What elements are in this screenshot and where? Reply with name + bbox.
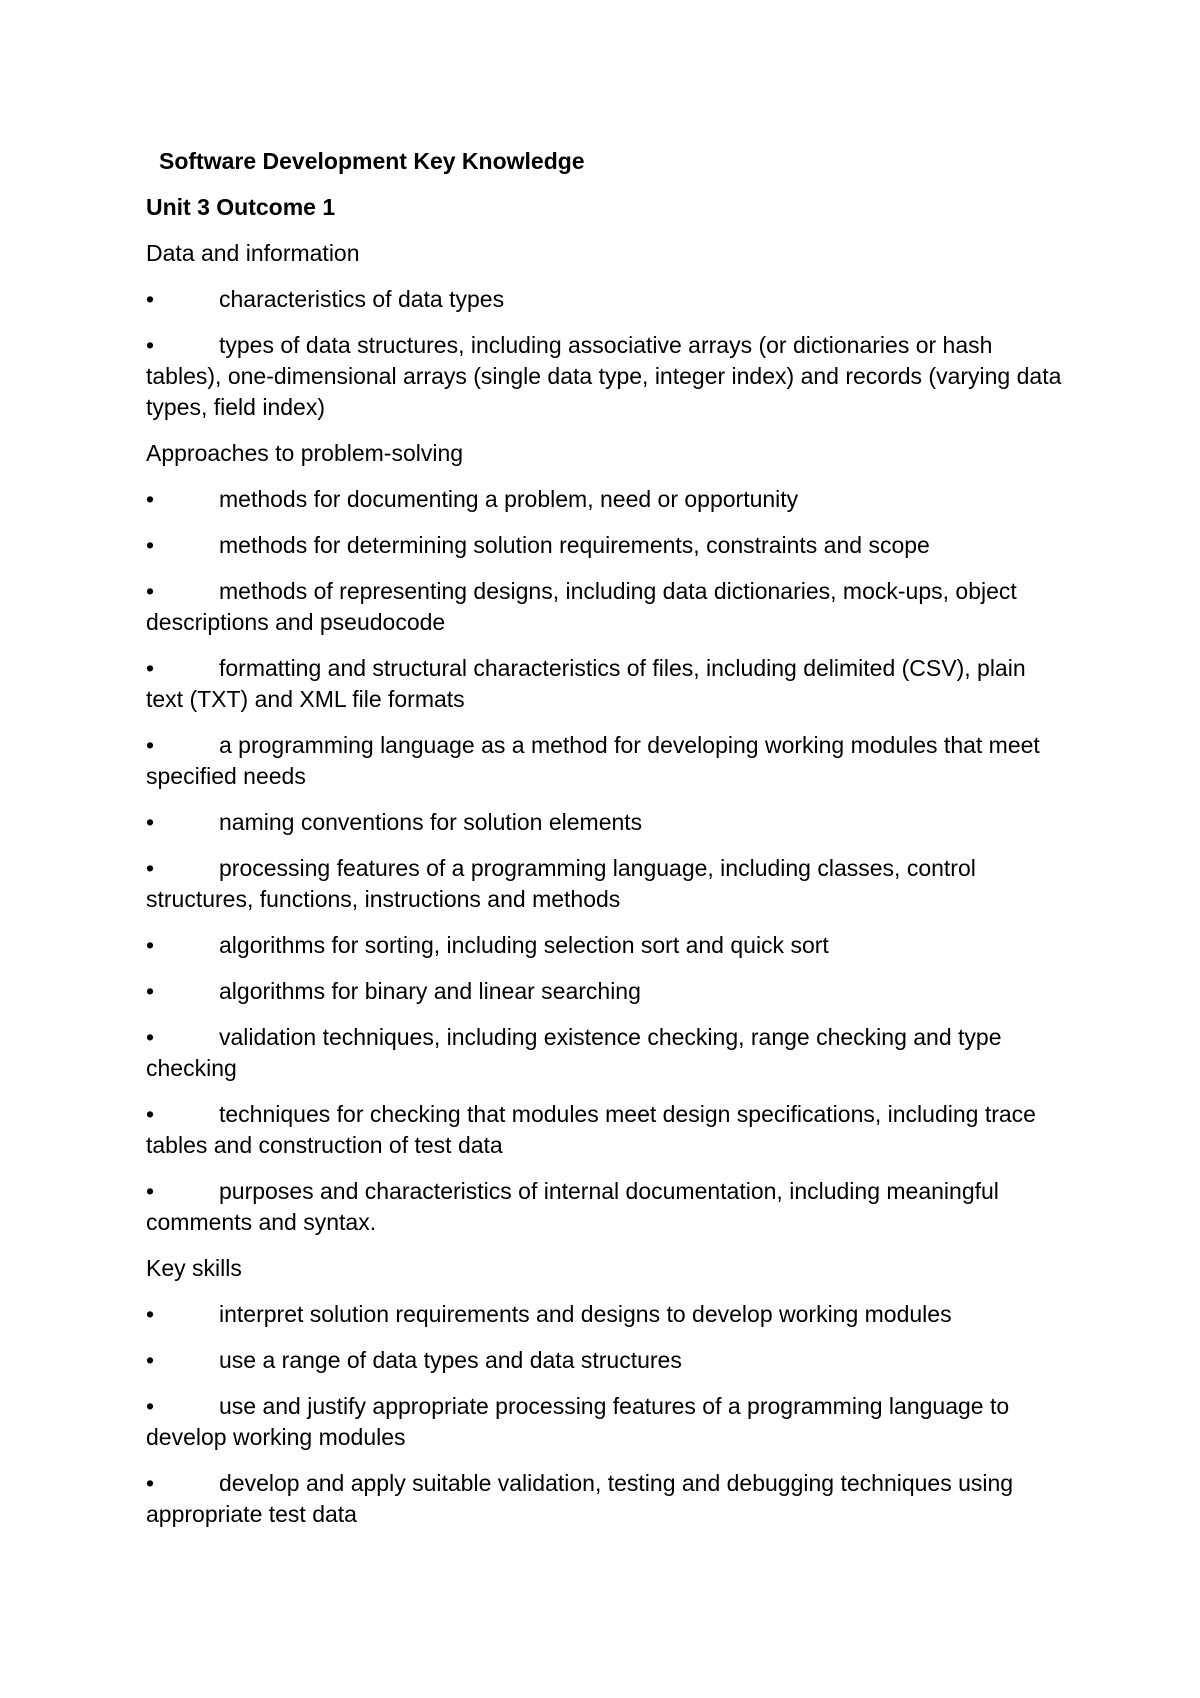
bullet-icon: • — [146, 1301, 155, 1327]
list-item — [146, 1391, 1066, 1453]
list-item-text: methods for documenting a problem, need or opportunity — [219, 486, 799, 512]
list-item-text: validation techniques, including existence checking, range checking and type checking — [146, 1024, 1002, 1081]
bullet-icon: • — [146, 486, 155, 512]
bullet-icon: • — [146, 1470, 155, 1496]
list-item-text: develop and apply suitable validation, testing and debugging techniques using appropriate test data — [146, 1470, 1014, 1527]
bullet-icon: • — [146, 1178, 155, 1204]
list-item-text: algorithms for sorting, including selection sort and quick sort — [219, 932, 829, 958]
section-heading: Data and information — [146, 240, 360, 266]
list-item-text: processing features of a programming language, including classes, control structures, functions, instructions and methods — [146, 855, 976, 912]
list-item — [146, 1468, 1066, 1530]
list-item — [146, 653, 1066, 715]
list-item — [146, 1345, 1066, 1376]
list-item-text: use and justify appropriate processing features of a programming language to develop working modules — [146, 1393, 1010, 1450]
list-item-text: algorithms for binary and linear searching — [219, 978, 641, 1004]
list-item — [146, 1176, 1066, 1238]
bullet-icon: • — [146, 1347, 155, 1373]
bullet-icon: • — [146, 532, 155, 558]
bullet-icon: • — [146, 932, 155, 958]
sections-container — [146, 238, 1066, 1530]
list-item — [146, 730, 1066, 792]
list-item-text: use a range of data types and data structures — [219, 1347, 682, 1373]
bullet-icon: • — [146, 732, 155, 758]
list-item-text: methods of representing designs, including data dictionaries, mock-ups, object descriptions and pseudocode — [146, 578, 1017, 635]
list-item-text: types of data structures, including associative arrays (or dictionaries or hash tables), one-dimensional arrays (single data type, integer index) and records (varying data types, field index) — [146, 332, 1062, 420]
bullet-icon: • — [146, 578, 155, 604]
bullet-icon: • — [146, 978, 155, 1004]
list-item — [146, 1022, 1066, 1084]
list-item-text: interpret solution requirements and designs to develop working modules — [219, 1301, 952, 1327]
bullet-icon: • — [146, 332, 155, 358]
list-item — [146, 853, 1066, 915]
list-item-text: naming conventions for solution elements — [219, 809, 643, 835]
list-item — [146, 1099, 1066, 1161]
list-item-text: techniques for checking that modules meet design specifications, including trace tables and construction of test data — [146, 1101, 1036, 1158]
document-title: Software Development Key Knowledge — [159, 148, 585, 174]
document-body — [146, 146, 1066, 1545]
section-heading: Approaches to problem-solving — [146, 440, 464, 466]
list-item — [146, 530, 1066, 561]
bullet-icon: • — [146, 655, 155, 681]
list-item-text: purposes and characteristics of internal documentation, including meaningful comments and syntax. — [146, 1178, 999, 1235]
bullet-icon: • — [146, 1024, 155, 1050]
bullet-icon: • — [146, 1101, 155, 1127]
bullet-icon: • — [146, 286, 155, 312]
list-item — [146, 807, 1066, 838]
list-item — [146, 284, 1066, 315]
list-item — [146, 576, 1066, 638]
bullet-icon: • — [146, 1393, 155, 1419]
unit-heading: Unit 3 Outcome 1 — [146, 194, 336, 220]
list-item-text: formatting and structural characteristics of files, including delimited (CSV), plain text (TXT) and XML file formats — [146, 655, 1026, 712]
list-item-text: characteristics of data types — [219, 286, 505, 312]
list-item — [146, 484, 1066, 515]
bullet-icon: • — [146, 809, 155, 835]
section-heading: Key skills — [146, 1255, 242, 1281]
list-item-text: a programming language as a method for developing working modules that meet specified needs — [146, 732, 1040, 789]
bullet-icon: • — [146, 855, 155, 881]
list-item — [146, 976, 1066, 1007]
list-item — [146, 330, 1066, 423]
list-item-text: methods for determining solution requirements, constraints and scope — [219, 532, 930, 558]
list-item — [146, 930, 1066, 961]
list-item — [146, 1299, 1066, 1330]
